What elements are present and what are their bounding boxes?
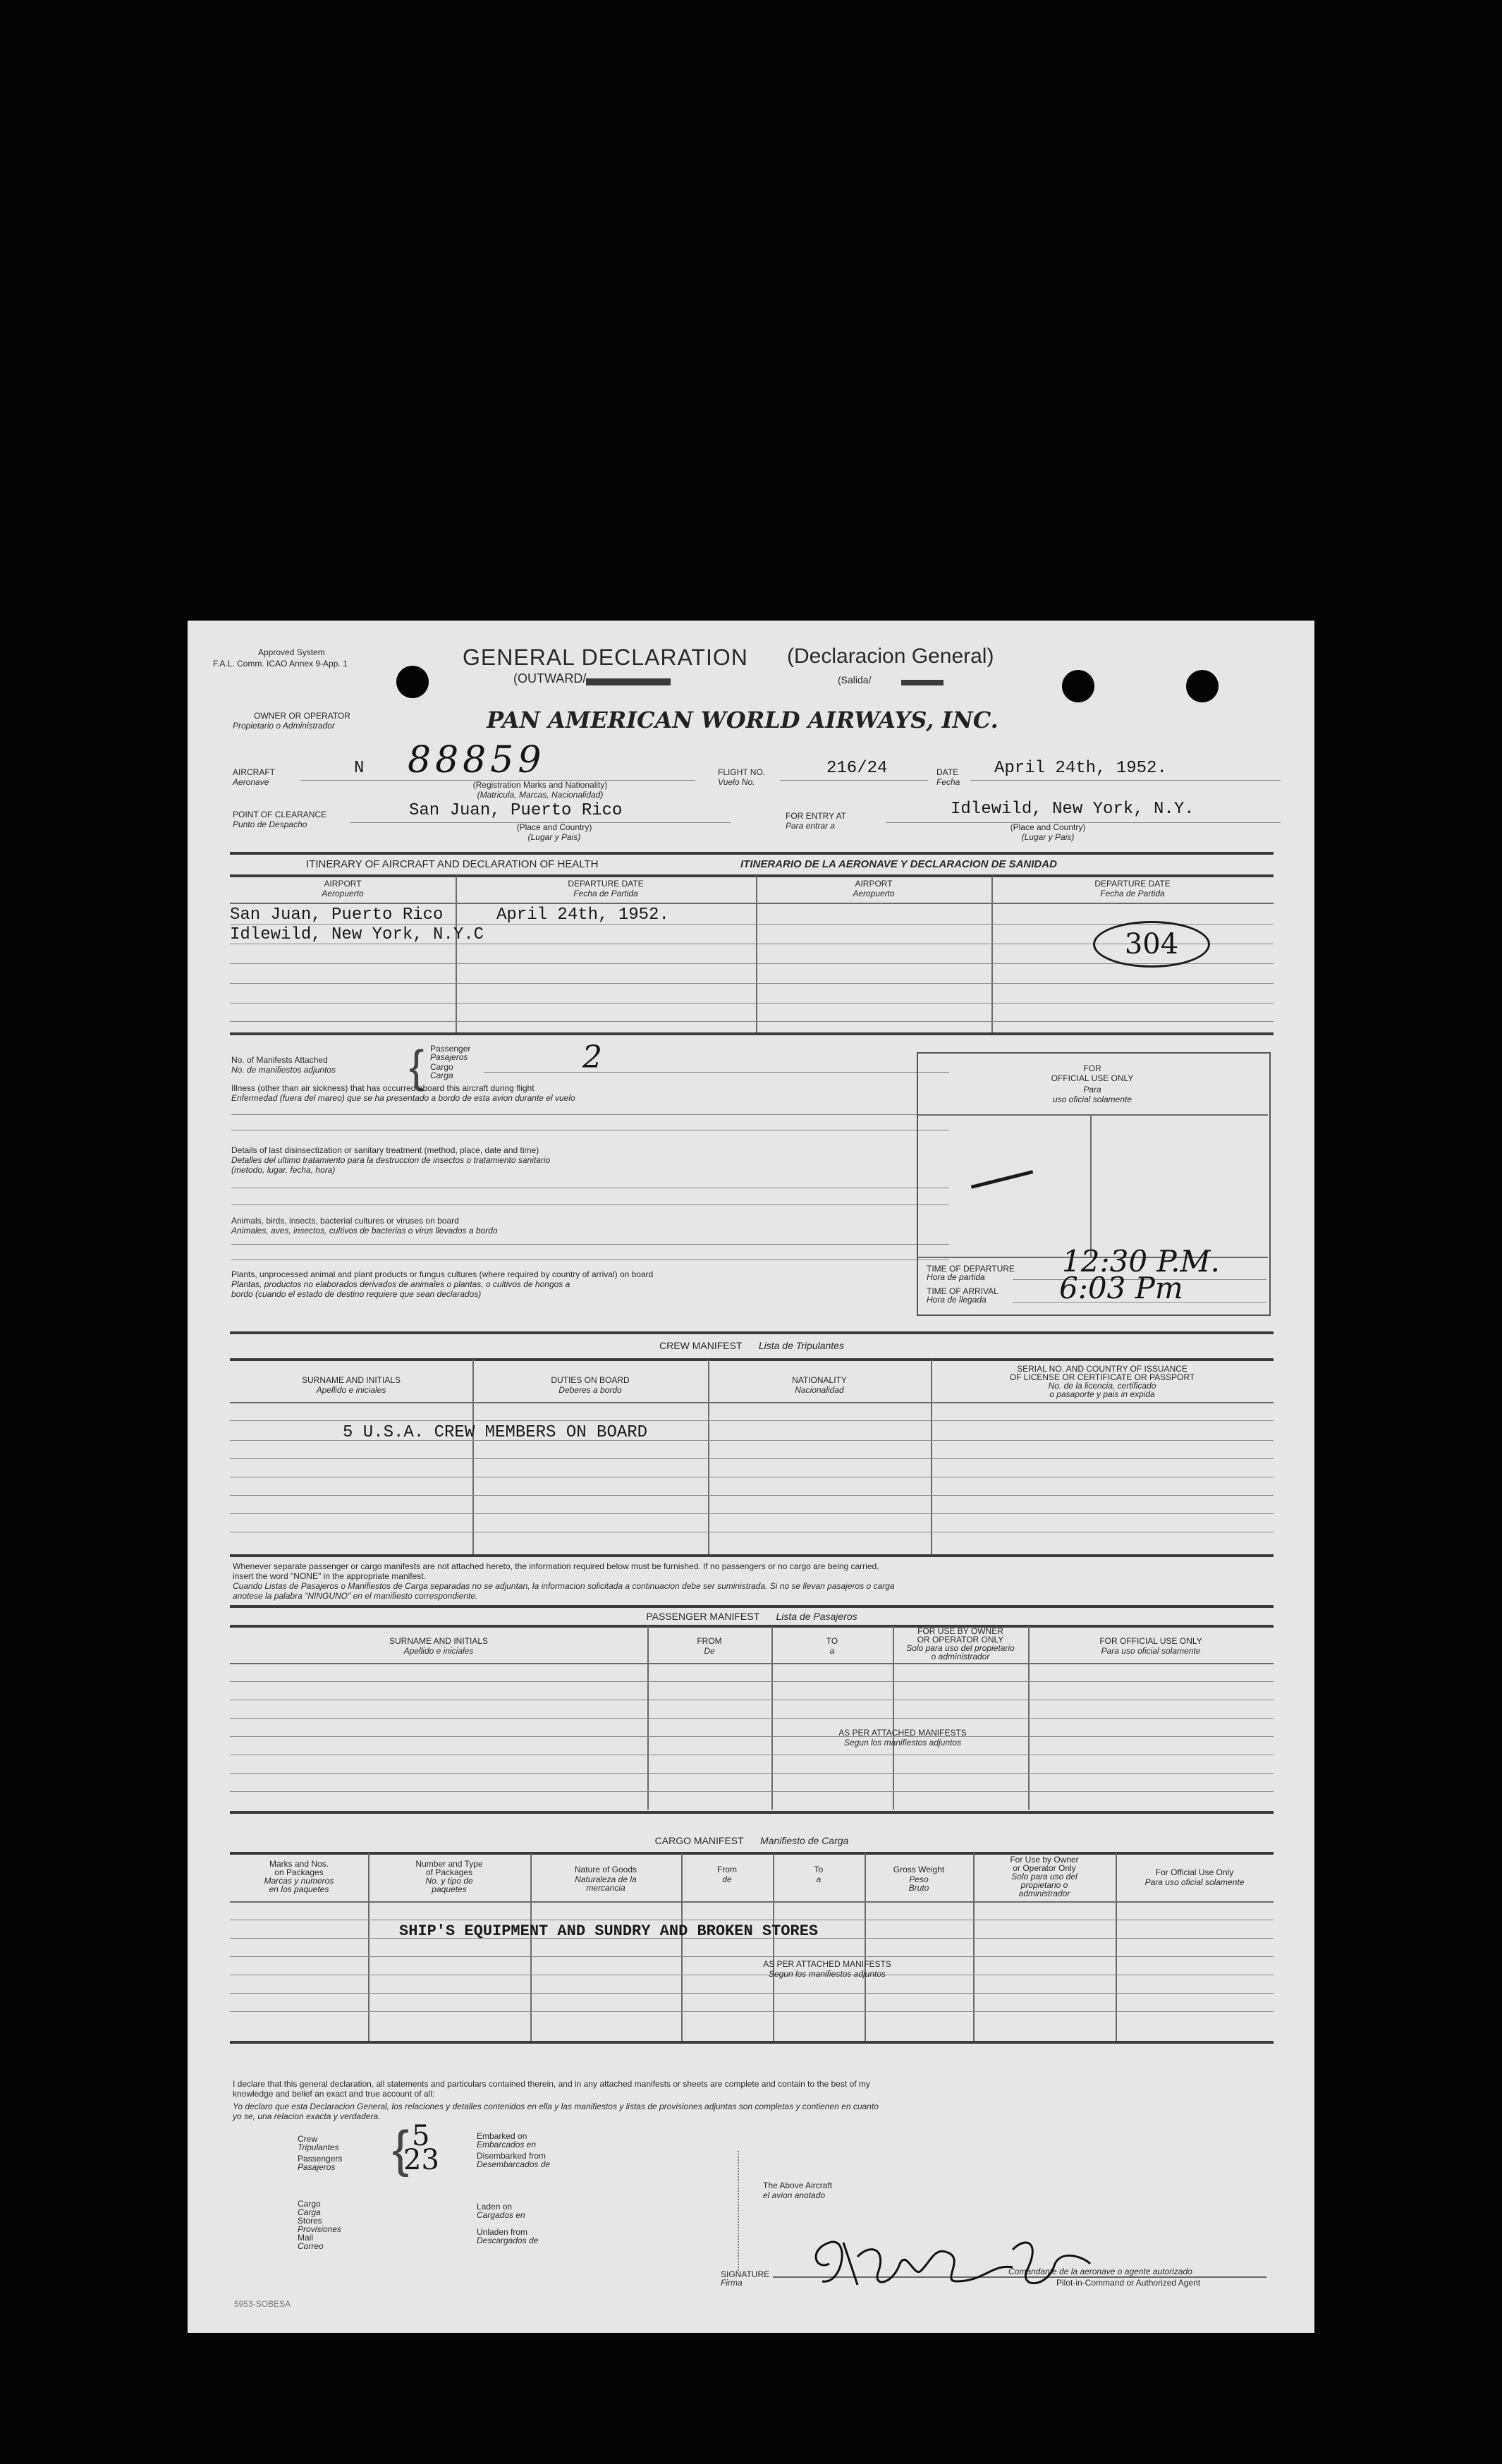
itinerary-row1-airport: San Juan, Puerto Rico <box>230 905 444 925</box>
passenger-title-text: PASSENGER MANIFEST <box>646 1611 760 1622</box>
cargo-col-from-es: de <box>722 1874 732 1884</box>
passenger-col-to: TO <box>826 1636 838 1646</box>
itinerary-col-departure-2: DEPARTURE DATE <box>1094 879 1171 889</box>
entry-label-es: Para entrar a <box>786 821 836 831</box>
itinerary-row1-date: April 24th, 1952. <box>496 905 669 925</box>
official-para: Para <box>1083 1085 1101 1094</box>
cargo-col-to: To <box>814 1865 824 1874</box>
stores-label: Stores <box>298 2216 322 2226</box>
crew-col-name: SURNAME AND INITIALS <box>301 1375 401 1385</box>
aircraft-label-es: Aeronave <box>233 777 269 787</box>
cargo-col-owner-es: Solo para uso del <box>1011 1872 1077 1881</box>
declaration-line2: knowledge and belief an exact and true account of all: <box>233 2089 435 2099</box>
struck-out-entrada <box>901 680 944 685</box>
crew-col-duties-es: Deberes a bordo <box>558 1385 622 1395</box>
flight-value: 216/24 <box>826 759 888 778</box>
passenger-attached: AS PER ATTACHED MANIFESTS <box>838 1728 967 1738</box>
pic-label: Pilot-in-Command or Authorized Agent <box>1056 2278 1201 2288</box>
manifests-value: 2 <box>582 1039 602 1075</box>
departure-time-label: TIME OF DEPARTURE <box>927 1264 1015 1274</box>
form-number: 5953-SOBESA <box>234 2299 291 2309</box>
embarked-label: Embarked on <box>477 2131 527 2141</box>
clearance-sub: (Place and Country) <box>516 822 592 832</box>
crew-count-label: Crew <box>298 2134 318 2144</box>
signature-scrawl <box>801 2221 1097 2299</box>
cargo-count-label-es: Carga <box>298 2207 321 2217</box>
cargo-col-number-es: No. y tipo de <box>425 1876 473 1886</box>
general-declaration-form <box>188 621 1314 2333</box>
flight-label: FLIGHT NO. <box>718 767 766 777</box>
cargo-col-number-b: of Packages <box>425 1867 473 1877</box>
passenger-col-name: SURNAME AND INITIALS <box>389 1636 489 1646</box>
animals-label-es: Animales, aves, insectos, cultivos de bacterias o virus llevados a bordo <box>231 1226 498 1236</box>
date-value: April 24th, 1952. <box>994 759 1167 778</box>
direction: (OUTWARD/ <box>513 671 587 685</box>
date-label: DATE <box>936 767 959 777</box>
passenger-label-es: Pasajeros <box>430 1052 468 1062</box>
cargo-col-nature-es2: mercancia <box>586 1883 625 1893</box>
flight-label-es: Vuelo No. <box>718 777 755 787</box>
cargo-label-es: Carga <box>430 1071 453 1080</box>
above-aircraft-label: The Above Aircraft <box>763 2181 833 2190</box>
itinerary-col-departure-es: Fecha de Partida <box>573 889 638 898</box>
notice-line2: insert the word "NONE" in the appropriate manifest. <box>233 1571 426 1581</box>
cargo-entry: SHIP'S EQUIPMENT AND SUNDRY AND BROKEN STORES <box>399 1922 819 1940</box>
notice-line4: anotese la palabra "NINGUNO" en el manifiesto correspondiente. <box>233 1591 478 1601</box>
struck-out-inward <box>586 678 671 685</box>
crew-col-duties: DUTIES ON BOARD <box>551 1375 630 1385</box>
cargo-col-owner-es2: propietario o <box>1020 1880 1068 1890</box>
date-label-es: Fecha <box>936 777 960 787</box>
cargo-col-owner-b: or Operator Only <box>1013 1863 1076 1873</box>
cargo-count-label: Cargo <box>298 2199 321 2209</box>
entry-label: FOR ENTRY AT <box>786 811 847 821</box>
entry-value: Idlewild, New York, N.Y. <box>951 800 1195 819</box>
crew-entry: 5 U.S.A. CREW MEMBERS ON BOARD <box>343 1423 648 1442</box>
cargo-title-text: CARGO MANIFEST <box>654 1835 744 1846</box>
above-aircraft-label-es: el avion anotado <box>763 2190 826 2200</box>
crew-title-es: Lista de Tripulantes <box>758 1340 844 1351</box>
declaration-line3: Yo declaro que esta Declaracion General, los relaciones y detalles contenidos en ella y las manifiestos y listas de provisiones adjuntas son completas y contienen en cuanto <box>233 2102 879 2111</box>
stores-label-es: Provisiones <box>298 2224 342 2234</box>
crew-count: 5 <box>412 2120 430 2152</box>
itinerary-col-airport: AIRPORT <box>324 879 362 889</box>
signature-label-es: Firma <box>721 2278 743 2288</box>
itinerary-col-airport-2: AIRPORT <box>855 879 893 889</box>
owner-value: PAN AMERICAN WORLD AIRWAYS, INC. <box>487 707 999 733</box>
itinerary-title-es: ITINERARIO DE LA AERONAVE Y DECLARACION DE SANIDAD <box>740 858 1057 870</box>
disinsect-label: Details of last disinsectization or sanitary treatment (method, place, date and time) <box>231 1145 539 1155</box>
clearance-label: POINT OF CLEARANCE <box>233 810 327 819</box>
cargo-col-from: From <box>717 1865 737 1874</box>
crew-col-serial-es2: o pasaporte y pais in expida <box>1049 1389 1155 1399</box>
aircraft-value: 88859 <box>408 739 546 781</box>
aircraft-prefix: N <box>354 759 365 778</box>
aircraft-label: AIRCRAFT <box>233 767 275 777</box>
cargo-col-owner-es3: administrador <box>1018 1889 1070 1898</box>
plants-label: Plants, unprocessed animal and plant products or fungus cultures (where required by country of arrival) on board <box>231 1269 654 1279</box>
punch-hole <box>1186 670 1219 702</box>
animals-label: Animals, birds, insects, bacterial cultures or viruses on board <box>231 1216 459 1226</box>
passenger-col-owner-es2: o administrador <box>931 1652 990 1661</box>
arrival-time-value: 6:03 Pm <box>1059 1271 1183 1305</box>
official-for: FOR <box>1083 1063 1101 1073</box>
passenger-col-name-es: Apellido e iniciales <box>403 1646 474 1656</box>
passenger-title-es: Lista de Pasajeros <box>776 1611 857 1622</box>
passenger-count: 23 <box>403 2144 439 2176</box>
illness-label: Illness (other than air sickness) that has occurred aboard this aircraft during flight <box>231 1083 535 1093</box>
itinerary-col-departure: DEPARTURE DATE <box>568 879 644 889</box>
cargo-col-nature-es: Naturaleza de la <box>575 1874 637 1884</box>
cargo-label: Cargo <box>430 1062 453 1072</box>
itinerary-col-departure-2-es: Fecha de Partida <box>1100 889 1165 898</box>
entry-sub: (Place and Country) <box>1010 822 1086 832</box>
declaration-line1: I declare that this general declaration, all statements and particulars contained therein, and in any attached manifests or sheets are complete and contain to the best of my <box>233 2079 870 2089</box>
cargo-title <box>230 1835 1274 1846</box>
passenger-col-official-es: Para uso oficial solamente <box>1101 1646 1201 1656</box>
unladen-label: Unladen from <box>477 2227 528 2237</box>
manifests-label-es: No. de manifiestos adjuntos <box>231 1065 336 1075</box>
punch-hole <box>1062 670 1094 702</box>
cargo-title-es: Manifiesto de Carga <box>760 1835 849 1846</box>
cargo-col-weight: Gross Weight <box>893 1865 945 1874</box>
cargo-col-marks-b: on Packages <box>274 1867 324 1877</box>
disembarked-label: Disembarked from <box>477 2151 547 2161</box>
departure-time-value: 12:30 P.M. <box>1062 1244 1220 1279</box>
illness-label-es: Enfermedad (fuera del mareo) que se ha presentado a bordo de esta avion durante el vuelo <box>231 1093 575 1103</box>
cargo-col-official: For Official Use Only <box>1155 1867 1234 1877</box>
clearance-label-es: Punto de Despacho <box>233 819 307 829</box>
crew-count-label-es: Tripulantes <box>298 2142 339 2152</box>
crew-col-serial-b: OF LICENSE OR CERTIFICATE OR PASSPORT <box>1009 1372 1195 1382</box>
stamp-304: 304 <box>1093 921 1210 968</box>
cargo-col-official-es: Para uso oficial solamente <box>1144 1877 1245 1887</box>
signature-label: SIGNATURE <box>721 2269 770 2279</box>
cargo-col-marks-es2: en los paquetes <box>269 1884 329 1894</box>
aircraft-sub: (Registration Marks and Nationality) <box>472 780 608 790</box>
disinsect-label-es2: (metodo, lugar, fecha, hora) <box>231 1165 336 1175</box>
passenger-col-to-es: a <box>829 1646 835 1656</box>
official-label: OFFICIAL USE ONLY <box>1051 1073 1134 1083</box>
mail-label-es: Correo <box>298 2241 324 2251</box>
passenger-col-official: FOR OFFICIAL USE ONLY <box>1099 1636 1202 1646</box>
agent-label: Comandante de la aeronave o agente autorizado <box>1008 2267 1192 2276</box>
passenger-title <box>230 1611 1274 1622</box>
cargo-col-to-es: a <box>816 1874 822 1884</box>
departure-time-label-es: Hora de partida <box>927 1272 985 1282</box>
itinerary-col-airport-2-es: Aeropuerto <box>853 889 895 898</box>
crew-title-text: CREW MANIFEST <box>659 1340 743 1351</box>
direction-es: (Salida/ <box>838 674 872 685</box>
embarked-label-es: Embarcados en <box>477 2140 537 2149</box>
cargo-col-weight-es: Peso <box>909 1874 929 1884</box>
aircraft-sub-es: (Matricula, Marcas, Nacionalidad) <box>477 790 604 800</box>
crew-col-nationality: NATIONALITY <box>792 1375 847 1385</box>
crew-title <box>230 1340 1274 1351</box>
cargo-attached-es: Segun los manifiestos adjuntos <box>768 1969 886 1979</box>
passenger-col-owner: FOR USE BY OWNER <box>917 1626 1003 1636</box>
clearance-sub-es: (Lugar y Pais) <box>527 832 581 842</box>
cargo-col-weight-es2: Bruto <box>908 1883 929 1893</box>
passenger-col-owner-es: Solo para uso del propietario <box>906 1643 1015 1653</box>
passenger-label: Passenger <box>430 1044 471 1054</box>
itinerary-col-airport-es: Aeropuerto <box>322 889 364 898</box>
owner-label-es: Propietario o Administrador <box>233 721 335 731</box>
passenger-attached-es: Segun los manifiestos adjuntos <box>843 1738 962 1748</box>
crew-col-serial-es: No. de la licencia, certificado <box>1048 1381 1156 1391</box>
cargo-col-number-es2: paquetes <box>432 1884 467 1894</box>
notice-line1: Whenever separate passenger or cargo manifests are not attached hereto, the information required below must be furnished. If no passengers or no cargo are being carried, <box>233 1561 879 1571</box>
crew-col-nationality-es: Nacionalidad <box>795 1385 844 1395</box>
cargo-attached: AS PER ATTACHED MANIFESTS <box>763 1959 891 1969</box>
form-title-es: (Declaracion General) <box>787 645 994 668</box>
crew-col-serial: SERIAL NO. AND COUNTRY OF ISSUANCE <box>1017 1364 1187 1374</box>
laden-label: Laden on <box>477 2202 513 2212</box>
arrival-time-label: TIME OF ARRIVAL <box>927 1286 999 1296</box>
cargo-col-nature: Nature of Goods <box>574 1865 637 1874</box>
passenger-col-owner-b: OR OPERATOR ONLY <box>917 1635 1004 1645</box>
crew-col-name-es: Apellido e iniciales <box>316 1385 386 1395</box>
cargo-col-marks-es: Marcas y numeros <box>264 1876 334 1886</box>
itinerary-title: ITINERARY OF AIRCRAFT AND DECLARATION OF HEALTH <box>306 858 599 870</box>
owner-label: OWNER OR OPERATOR <box>254 711 350 721</box>
disembarked-label-es: Desembarcados de <box>477 2159 551 2169</box>
arrival-time-label-es: Hora de llegada <box>927 1295 987 1305</box>
clearance-value: San Juan, Puerto Rico <box>409 801 623 820</box>
declaration-line4: yo se, una relacion exacta y verdadera. <box>233 2111 381 2121</box>
itinerary-row2-airport: Idlewild, New York, N.Y.C <box>230 925 484 944</box>
plants-label-es: Plantas, productos no elaborados derivados de animales o plantas, o cultivos de hongos a <box>231 1279 570 1289</box>
cargo-col-owner: For Use by Owner <box>1010 1855 1079 1865</box>
cargo-col-marks: Marks and Nos. <box>269 1859 329 1869</box>
passenger-col-from-es: De <box>704 1646 715 1656</box>
notice-line3: Cuando Listas de Pasajeros o Manifiestos de Carga separadas no se adjuntan, la informacion solicitada a continuacion debe ser suministrada. Si no se llevan pasajeros o carga <box>233 1581 895 1591</box>
brace: { <box>409 1041 425 1092</box>
approved-system: Approved System <box>258 647 325 657</box>
official-label-es: uso oficial solamente <box>1052 1094 1132 1104</box>
regulation-ref: F.A.L. Comm. ICAO Annex 9-App. 1 <box>213 659 348 669</box>
count-brace: { <box>392 2121 410 2178</box>
form-title: GENERAL DECLARATION <box>463 645 748 670</box>
laden-label-es: Cargados en <box>477 2210 525 2220</box>
plants-label-es2: bordo (cuando el estado de destino requiere que sean declarados) <box>231 1289 482 1299</box>
cargo-col-number: Number and Type <box>415 1859 483 1869</box>
disinsect-label-es: Detalles del ultimo tratamiento para la destruccion de insectos o tratamiento sanitario <box>231 1155 551 1165</box>
mail-label: Mail <box>298 2233 314 2243</box>
unladen-label-es: Descargados de <box>477 2236 539 2245</box>
passenger-count-label: Passengers <box>298 2154 343 2164</box>
entry-sub-es: (Lugar y Pais) <box>1021 832 1075 842</box>
punch-hole <box>396 666 429 698</box>
manifests-label: No. of Manifests Attached <box>231 1055 328 1065</box>
passenger-col-from: FROM <box>697 1636 722 1646</box>
passenger-count-label-es: Pasajeros <box>298 2162 336 2172</box>
